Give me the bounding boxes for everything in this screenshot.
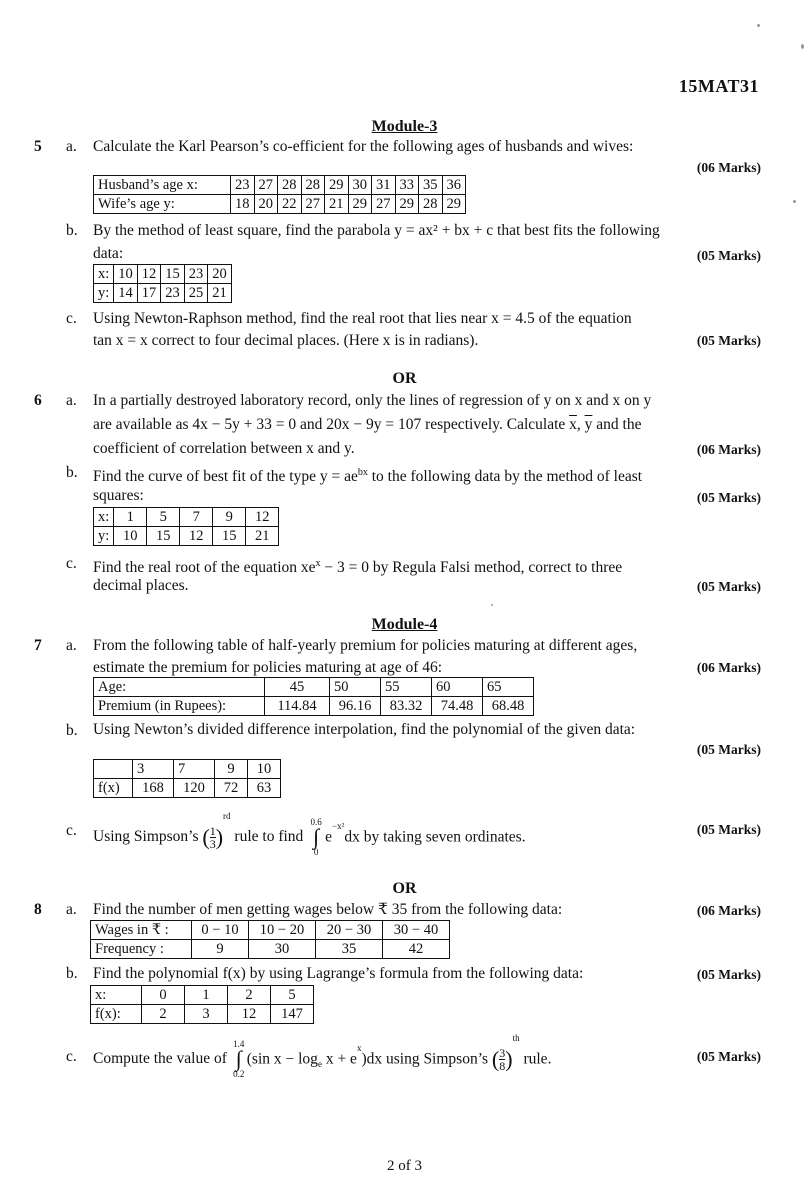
table-row bbox=[94, 697, 534, 716]
q7c-label: c. bbox=[66, 822, 77, 839]
table-row bbox=[94, 760, 281, 779]
integrand-exponent: −x² bbox=[332, 821, 345, 831]
table-cell: 45 bbox=[265, 678, 330, 697]
question-5-number: 5 bbox=[34, 138, 42, 155]
q8c-text-part: rule. bbox=[523, 1050, 552, 1068]
q7a-label: a. bbox=[66, 637, 77, 654]
q8b-label: b. bbox=[66, 965, 78, 982]
table-cell: 27 bbox=[254, 176, 278, 195]
table-cell: Wages in ₹ : bbox=[91, 921, 192, 940]
table-cell: 120 bbox=[174, 779, 215, 798]
q6c-text-2: decimal places. bbox=[93, 577, 189, 594]
q5c-text-2: tan x = x correct to four decimal places. (Here x is in radians). bbox=[93, 332, 479, 349]
q8c-marks: (05 Marks) bbox=[696, 1049, 761, 1064]
q6a-and-the: and the bbox=[596, 416, 642, 433]
q5b-table bbox=[93, 264, 232, 303]
q5c-text: Using Newton-Raphson method, find the real root that lies near x = 4.5 of the equation bbox=[93, 310, 632, 327]
table-cell: 25 bbox=[184, 284, 208, 303]
table-cell: 15 bbox=[213, 527, 246, 546]
q7c-marks: (05 Marks) bbox=[696, 822, 761, 837]
integral-upper-limit: 0.6 bbox=[310, 817, 322, 828]
table-cell: 96.16 bbox=[330, 697, 381, 716]
table-row bbox=[94, 779, 281, 798]
table-cell: Husband’s age x: bbox=[94, 176, 231, 195]
table-cell: f(x) bbox=[94, 779, 133, 798]
table-cell: 35 bbox=[419, 176, 443, 195]
q7b-label: b. bbox=[66, 722, 78, 739]
table-cell: 20 bbox=[208, 265, 232, 284]
q5c-label: c. bbox=[66, 310, 77, 327]
q5a-label: a. bbox=[66, 138, 77, 155]
fraction-numerator: 3 bbox=[499, 1045, 506, 1060]
q7c-text-part: rule to find bbox=[234, 828, 304, 846]
q6b-text-3: squares: bbox=[93, 487, 144, 504]
table-cell: 7 bbox=[174, 760, 215, 779]
table-row bbox=[91, 986, 314, 1005]
table-row bbox=[94, 508, 279, 527]
table-cell: 2 bbox=[142, 1005, 185, 1024]
table-cell: Age: bbox=[94, 678, 265, 697]
q8b-table bbox=[90, 985, 314, 1024]
q7c-text-part: Using Simpson’s bbox=[93, 828, 199, 846]
table-cell: 35 bbox=[316, 940, 383, 959]
table-cell: 31 bbox=[372, 176, 396, 195]
q6b-text-part: Find the curve of best fit of the type y = ae bbox=[93, 468, 358, 486]
table-cell: 2 bbox=[228, 986, 271, 1005]
q8a-marks: (06 Marks) bbox=[696, 903, 761, 918]
q8c-text-part: )dx using Simpson’s bbox=[361, 1050, 489, 1068]
q5a-table bbox=[93, 175, 466, 214]
table-cell: 30 bbox=[249, 940, 316, 959]
table-row bbox=[94, 195, 466, 214]
table-cell: 23 bbox=[231, 176, 255, 195]
table-cell: 72 bbox=[215, 779, 248, 798]
q6a-marks: (06 Marks) bbox=[696, 442, 761, 457]
integral: 0.6 ∫ 0 bbox=[307, 816, 325, 858]
table-cell: 23 bbox=[184, 265, 208, 284]
q8c-text-part: (sin x − log bbox=[246, 1050, 318, 1068]
table-cell: 1 bbox=[114, 508, 147, 527]
q5c-marks: (05 Marks) bbox=[696, 333, 761, 348]
module-3-title: Module-3 bbox=[371, 118, 438, 135]
table-cell: 15 bbox=[147, 527, 180, 546]
table-cell: 65 bbox=[483, 678, 534, 697]
q6a-text-4: coefficient of correlation between x and y. bbox=[93, 440, 355, 457]
table-row bbox=[91, 921, 450, 940]
table-cell: 27 bbox=[372, 195, 396, 214]
table-cell: 28 bbox=[278, 176, 302, 195]
q6b-exponent: bx bbox=[357, 467, 368, 478]
q6b-text-part: to the following data by the method of least bbox=[367, 468, 643, 486]
table-cell: 36 bbox=[442, 176, 466, 195]
q6a-text-2 bbox=[93, 414, 761, 436]
table-cell: 30 bbox=[348, 176, 372, 195]
table-cell: 10 − 20 bbox=[249, 921, 316, 940]
q7a-text: From the following table of half-yearly premium for policies maturing at different ages, bbox=[93, 637, 638, 654]
x-bar: $\overline{x}$ bbox=[569, 416, 577, 433]
table-cell: 23 bbox=[161, 284, 185, 303]
q6a-text: In a partially destroyed laboratory record, only the lines of regression of y on x and x on y bbox=[93, 392, 652, 409]
table-cell: 22 bbox=[278, 195, 302, 214]
table-cell: 9 bbox=[192, 940, 249, 959]
table-cell: 1 bbox=[185, 986, 228, 1005]
table-cell: 29 bbox=[395, 195, 419, 214]
table-cell: 5 bbox=[147, 508, 180, 527]
q5a-marks: (06 Marks) bbox=[696, 160, 761, 175]
table-cell: 21 bbox=[246, 527, 279, 546]
table-cell: 74.48 bbox=[432, 697, 483, 716]
q6c-marks: (05 Marks) bbox=[696, 579, 761, 594]
table-cell: 29 bbox=[325, 176, 349, 195]
scan-speck bbox=[793, 200, 796, 203]
table-cell: x: bbox=[94, 508, 114, 527]
table-cell: 20 bbox=[254, 195, 278, 214]
q8b-marks: (05 Marks) bbox=[696, 967, 761, 982]
q6a-equations: are available as 4x − 5y + 33 = 0 and 20x − 9y = 107 respectively. Calculate bbox=[93, 416, 566, 433]
q6c-text-part: Find the real root of the equation xe bbox=[93, 559, 316, 577]
table-cell: 12 bbox=[137, 265, 161, 284]
table-cell: 63 bbox=[248, 779, 281, 798]
table-cell: 12 bbox=[180, 527, 213, 546]
table-cell: 12 bbox=[228, 1005, 271, 1024]
scan-speck bbox=[757, 24, 760, 27]
q8c-text-part: Compute the value of bbox=[93, 1050, 227, 1068]
table-cell: 168 bbox=[133, 779, 174, 798]
table-cell: 9 bbox=[213, 508, 246, 527]
table-row bbox=[94, 176, 466, 195]
q8a-text: Find the number of men getting wages below ₹ 35 from the following data: bbox=[93, 901, 563, 918]
q7c-text: Using Simpson’s ( $\frac{1}{3}$ )$^{rd}$ rule to find 0.6 ∫ 0 $e^{-x^2}dx$ by taking seven ordinates. bbox=[93, 811, 526, 858]
q5b-text: By the method of least square, find the parabola y = ax² + bx + c that best fits the following bbox=[93, 222, 660, 239]
q8c-label: c. bbox=[66, 1048, 77, 1065]
q5b-label: b. bbox=[66, 222, 78, 239]
q8a-table bbox=[90, 920, 450, 959]
page-number: 2 of 3 bbox=[387, 1158, 422, 1174]
q8c-text: Compute the value of 1.4 ∫ 0.2 (sin $x - \log_e x + e^x)dx$ using Simpson’s ( $\frac{3}{8}$ )$^{th}$ rule. bbox=[93, 1033, 552, 1080]
table-cell: 7 bbox=[180, 508, 213, 527]
q5b-marks: (05 Marks) bbox=[696, 248, 761, 263]
q6c-label: c. bbox=[66, 555, 77, 572]
q6c-text-part: − 3 = 0 by Regula Falsi method, correct to three bbox=[320, 559, 623, 577]
table-cell: 114.84 bbox=[265, 697, 330, 716]
q6a-label: a. bbox=[66, 392, 77, 409]
q6b-table bbox=[93, 507, 279, 546]
q8a-label: a. bbox=[66, 901, 77, 918]
log-base: e bbox=[317, 1059, 322, 1070]
table-cell: Premium (in Rupees): bbox=[94, 697, 265, 716]
question-7-number: 7 bbox=[34, 637, 42, 654]
table-cell: 29 bbox=[442, 195, 466, 214]
table-cell: 29 bbox=[348, 195, 372, 214]
integral-lower-limit: 0.2 bbox=[233, 1069, 245, 1080]
integral: 1.4 ∫ 0.2 bbox=[231, 1038, 247, 1080]
integrand: e bbox=[325, 828, 333, 846]
table-cell: x: bbox=[91, 986, 142, 1005]
table-cell: 28 bbox=[301, 176, 325, 195]
scan-speck bbox=[491, 604, 493, 606]
table-cell: 83.32 bbox=[381, 697, 432, 716]
table-cell: 50 bbox=[330, 678, 381, 697]
table-cell: 42 bbox=[383, 940, 450, 959]
table-cell: 28 bbox=[419, 195, 443, 214]
q6c-exponent: x bbox=[315, 558, 321, 569]
comma: , bbox=[576, 416, 581, 433]
table-cell: 14 bbox=[114, 284, 138, 303]
table-cell: 3 bbox=[185, 1005, 228, 1024]
q7a-marks: (06 Marks) bbox=[696, 660, 761, 675]
table-cell: x: bbox=[94, 265, 114, 284]
q7b-text: Using Newton’s divided difference interpolation, find the polynomial of the given data: bbox=[93, 721, 636, 738]
table-cell: 0 − 10 bbox=[192, 921, 249, 940]
table-row bbox=[94, 265, 232, 284]
table-cell: 0 bbox=[142, 986, 185, 1005]
table-cell: 21 bbox=[208, 284, 232, 303]
or-separator: OR bbox=[392, 370, 417, 387]
q5a-text: Calculate the Karl Pearson’s co-efficient for the following ages of husbands and wives: bbox=[93, 138, 634, 155]
rd-superscript: rd bbox=[223, 811, 231, 821]
q7a-text-2: estimate the premium for policies maturing at age of 46: bbox=[93, 659, 443, 676]
table-row bbox=[94, 284, 232, 303]
table-row bbox=[94, 527, 279, 546]
table-cell: 30 − 40 bbox=[383, 921, 450, 940]
table-cell: 33 bbox=[395, 176, 419, 195]
fraction-denominator: 8 bbox=[499, 1058, 506, 1073]
table-cell: 3 bbox=[133, 760, 174, 779]
table-cell: 147 bbox=[271, 1005, 314, 1024]
or-separator: OR bbox=[392, 880, 417, 897]
table-cell: 21 bbox=[325, 195, 349, 214]
integral-lower-limit: 0 bbox=[313, 847, 319, 858]
table-cell: 18 bbox=[231, 195, 255, 214]
exp-superscript: x bbox=[356, 1043, 362, 1053]
table-cell: 12 bbox=[246, 508, 279, 527]
q8c-text-part: x + e bbox=[321, 1050, 357, 1068]
module-4-title: Module-4 bbox=[371, 616, 438, 633]
q7c-text-part: dx by taking seven ordinates. bbox=[344, 828, 526, 846]
th-superscript: th bbox=[512, 1033, 520, 1043]
question-6-number: 6 bbox=[34, 392, 42, 409]
table-cell: 68.48 bbox=[483, 697, 534, 716]
q5b-text-2: data: bbox=[93, 245, 124, 262]
table-cell: 5 bbox=[271, 986, 314, 1005]
paper-code: 15MAT31 bbox=[678, 76, 759, 96]
table-cell: 10 bbox=[114, 527, 147, 546]
table-cell: 10 bbox=[248, 760, 281, 779]
table-cell: 10 bbox=[114, 265, 138, 284]
table-cell: Frequency : bbox=[91, 940, 192, 959]
table-row bbox=[94, 678, 534, 697]
q6b-marks: (05 Marks) bbox=[696, 490, 761, 505]
scan-speck bbox=[801, 44, 804, 49]
table-cell: 55 bbox=[381, 678, 432, 697]
table-row bbox=[91, 940, 450, 959]
fraction-numerator: 1 bbox=[209, 823, 216, 838]
table-cell: 9 bbox=[215, 760, 248, 779]
table-row bbox=[91, 1005, 314, 1024]
table-cell: y: bbox=[94, 284, 114, 303]
q7b-marks: (05 Marks) bbox=[696, 742, 761, 757]
q7b-table bbox=[93, 759, 281, 798]
table-cell: 17 bbox=[137, 284, 161, 303]
q6b-label: b. bbox=[66, 464, 78, 481]
table-cell: f(x): bbox=[91, 1005, 142, 1024]
q7a-table bbox=[93, 677, 534, 716]
fraction-denominator: 3 bbox=[209, 836, 216, 851]
q8b-text: Find the polynomial f(x) by using Lagrange’s formula from the following data: bbox=[93, 965, 584, 982]
table-cell: 60 bbox=[432, 678, 483, 697]
table-cell: Wife’s age y: bbox=[94, 195, 231, 214]
integral-upper-limit: 1.4 bbox=[233, 1039, 245, 1050]
table-cell: 15 bbox=[161, 265, 185, 284]
table-cell: y: bbox=[94, 527, 114, 546]
question-8-number: 8 bbox=[34, 901, 42, 918]
y-bar: $\overline{y}$ bbox=[584, 416, 593, 433]
table-cell bbox=[94, 760, 133, 779]
table-cell: 27 bbox=[301, 195, 325, 214]
table-cell: 20 − 30 bbox=[316, 921, 383, 940]
